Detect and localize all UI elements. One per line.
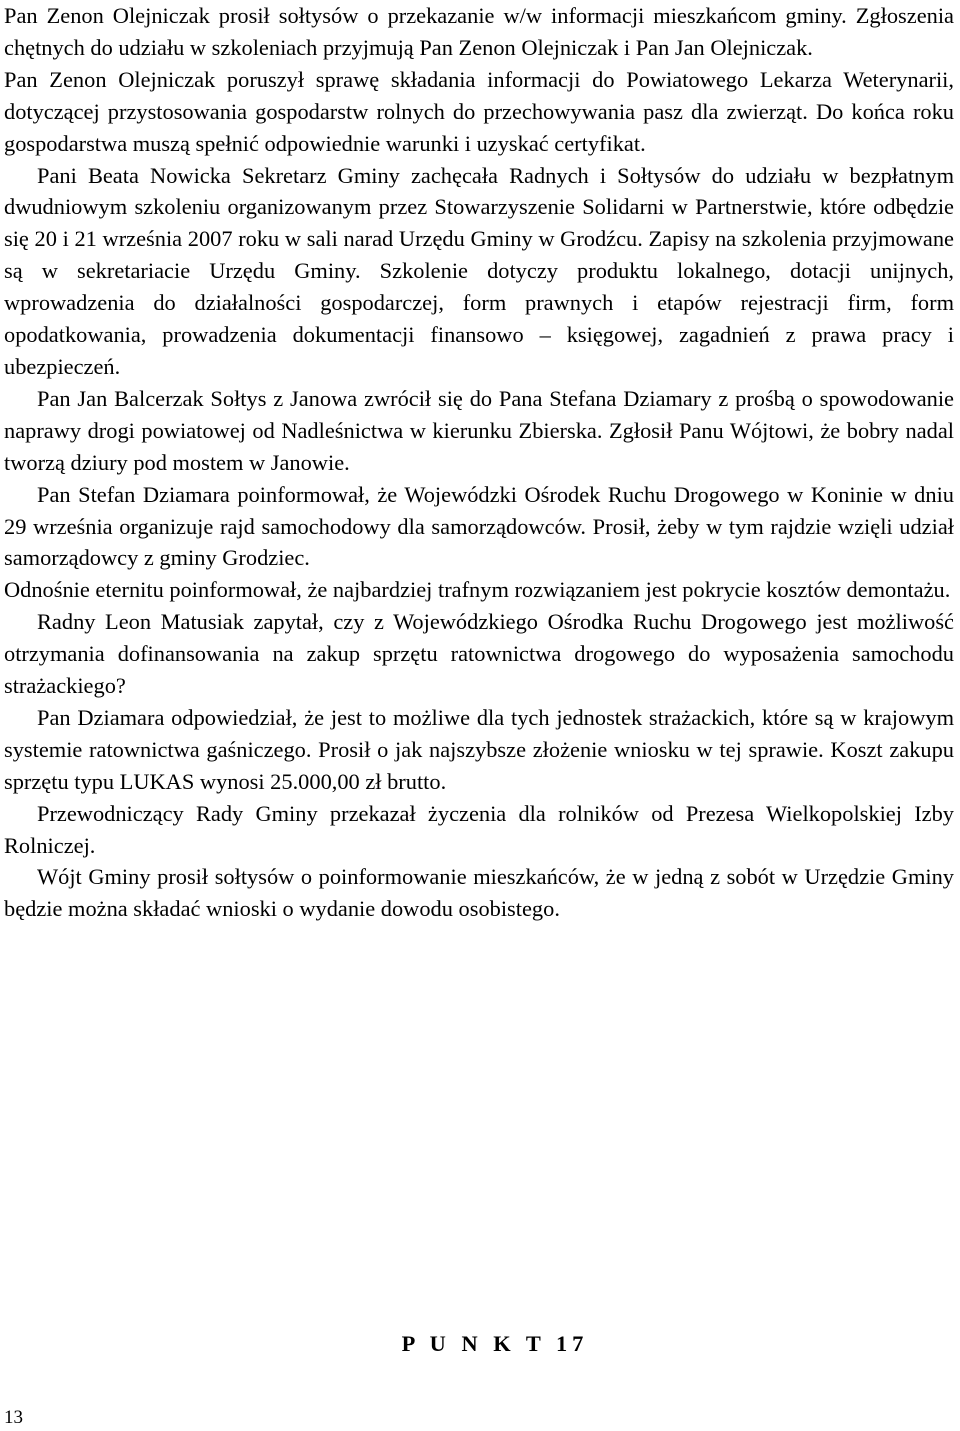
paragraph: Pan Stefan Dziamara poinformował, że Wojewódzki Ośrodek Ruchu Drogowego w Koninie w dniu 29 września organizuje rajd samochodowy dla samorządowców. Prosił, żeby w tym rajdzie wzięli udział samorządowcy z gminy Grodziec. (4, 481, 954, 571)
paragraph: Radny Leon Matusiak zapytał, czy z Wojewódzkiego Ośrodka Ruchu Drogowego jest możliwość otrzymania dofinansowania na zakup sprzętu ratownictwa drogowego do wyposażenia samochodu strażackiego? (4, 609, 954, 699)
document-body (4, 0, 954, 925)
paragraph: Odnośnie eternitu poinformował, że najbardziej trafnym rozwiązaniem jest pokrycie kosztów demontażu. (4, 577, 951, 603)
paragraph: Pan Zenon Olejniczak poruszył sprawę składania informacji do Powiatowego Lekarza Weterynarii, dotyczącej przystosowania gospodarstw rolnych do przechowywania pasz dla zwierząt. Do końca roku gospodarstwa muszą spełnić odpowiednie warunki i uzyskać certyfikat. (4, 66, 954, 156)
paragraph: Pan Jan Balcerzak Sołtys z Janowa zwrócił się do Pana Stefana Dziamary z prośbą o spowodowanie naprawy drogi powiatowej od Nadleśnictwa w kierunku Zbierska. Zgłosił Panu Wójtowi, że bobry nadal tworzą dziury pod mostem w Janowie. (4, 385, 954, 475)
paragraph: Przewodniczący Rady Gminy przekazał życzenia dla rolników od Prezesa Wielkopolskiej Izby Rolniczej. (4, 800, 954, 858)
paragraph: Wójt Gminy prosił sołtysów o poinformowanie mieszkańców, że w jedną z sobót w Urzędzie Gminy będzie można składać wnioski o wydanie dowodu osobistego. (4, 864, 954, 922)
paragraph: Pan Dziamara odpowiedział, że jest to możliwe dla tych jednostek strażackich, które są w krajowym systemie ratownictwa gaśniczego. Prosił o jak najszybsze złożenie wniosku w tej sprawie. Koszt zakupu sprzętu typu LUKAS wynosi 25.000,00 zł brutto. (4, 704, 954, 794)
page-number: 13 (4, 1407, 23, 1428)
section-heading: P U N K T 17 (401, 1331, 589, 1356)
paragraph: Pani Beata Nowicka Sekretarz Gminy zachęcała Radnych i Sołtysów do udziału w bezpłatnym dwudniowym szkoleniu organizowanym przez Stowarzyszenie Solidarni w Partnerstwie, które odbędzie się 20 i 21 września 2007 roku w sali narad Urzędu Gminy w Grodźcu. Zapisy na szkolenia przyjmowane są w sekretariacie Urzędu Gminy. Szkolenie dotyczy produktu lokalnego, dotacji unijnych, wprowadzenia do działalności gospodarczej, form prawnych i etapów rejestracji firm, form opodatkowania, prowadzenia dokumentacji finansowo – księgowej, zagadnień z prawa pracy i ubezpieczeń. (4, 162, 954, 379)
paragraph: Pan Zenon Olejniczak prosił sołtysów o przekazanie w/w informacji mieszkańcom gminy. Zgłoszenia chętnych do udziału w szkoleniach przyjmują Pan Zenon Olejniczak i Pan Jan Olejniczak. (4, 3, 954, 60)
